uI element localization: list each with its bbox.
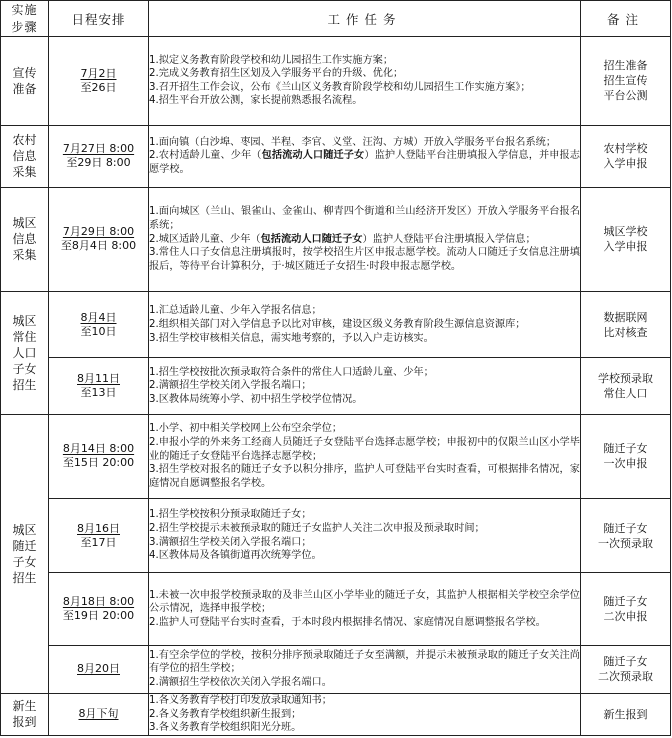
schedule-table-body (1, 1, 671, 736)
schedule-row (1, 499, 671, 573)
remark-line: 随迁子女 (603, 521, 648, 535)
task-item: 4.区教体局及各镇街道再次统筹学位。 (149, 550, 322, 562)
remark-line: 一次申报 (603, 457, 648, 471)
task-cell (149, 414, 581, 498)
schedule-line: 至26日 (80, 80, 117, 94)
step-label: 人口 (12, 345, 37, 360)
schedule-line: 8月14日 8:00 (62, 442, 135, 456)
remark-line: 随迁子女 (603, 442, 648, 456)
schedule-row (1, 693, 671, 735)
schedule-row (1, 292, 671, 358)
remark-cell (581, 358, 671, 414)
step-label: 信息 (12, 232, 37, 247)
remark-cell (581, 187, 671, 291)
schedule-cell (49, 292, 149, 358)
step-label: 招生 (12, 570, 37, 585)
task-item: 2.各义务教育学校组织新生报到； (149, 708, 302, 720)
remark-line: 学校预录取 (598, 372, 653, 386)
remark-line: 入学申报 (603, 240, 648, 254)
remark-cell (581, 645, 671, 693)
task-item: 3.各义务教育学校组织阳光分班。 (149, 722, 302, 734)
step-label: 宣传 (12, 65, 37, 80)
task-item: 1.各义务教育学校打印发放录取通知书； (149, 694, 332, 706)
task-item: 2.申报小学的外来务工经商人员随迁子女登陆平台选择志愿学校；申报初中的仅限兰山区小学毕业的随迁子女登陆平台选择志愿学校； (149, 436, 580, 462)
schedule-cell (49, 414, 149, 498)
schedule-row (1, 573, 671, 645)
task-emphasis: 包括流动人口随迁子女 (261, 150, 365, 162)
task-item: 3.区教体局统筹小学、初中招生学校学位情况。 (149, 393, 363, 405)
schedule-line: 8月18日 8:00 (62, 594, 135, 608)
task-cell (149, 693, 581, 735)
task-item: 1.汇总适龄儿童、少年入学报名信息； (149, 305, 322, 317)
header-row (1, 1, 671, 37)
step-label: 农村 (12, 133, 37, 148)
schedule-line: 8月4日 (80, 310, 117, 324)
schedule-line: 8月下旬 (78, 707, 119, 721)
schedule-row (1, 125, 671, 187)
schedule-line: 8月20日 (77, 662, 120, 676)
task-item: 1.招生学校按积分预录取随迁子女； (149, 509, 312, 521)
remark-line: 比对核查 (603, 325, 648, 339)
remark-line: 招生宣传 (603, 74, 648, 88)
step-label: 随迁 (12, 538, 37, 553)
schedule-cell (49, 499, 149, 573)
task-item: 1.拟定义务教育阶段学校和幼儿园招生工作实施方案； (149, 54, 394, 66)
schedule-row (1, 645, 671, 693)
header-schedule: 日程安排 (49, 1, 149, 37)
schedule-line: 至15日 20:00 (62, 456, 135, 470)
task-item: 3.满额招生学校关闭入学报名端口； (149, 536, 312, 548)
schedule-row (1, 358, 671, 414)
schedule-line: 8月11日 (77, 372, 120, 386)
task-emphasis: 包括流动人口随迁子女 (260, 233, 363, 245)
remark-cell (581, 125, 671, 187)
task-cell (149, 358, 581, 414)
header-step-line1: 实施 (11, 2, 38, 17)
schedule-cell (49, 37, 149, 125)
remark-line: 二次预录取 (598, 670, 653, 684)
header-step-line2: 步骤 (11, 19, 38, 34)
remark-line: 随迁子女 (603, 655, 648, 669)
step-cell (1, 187, 49, 291)
step-label: 新生 (12, 699, 37, 714)
schedule-line: 至10日 (80, 324, 117, 338)
task-item: 2.招生学校提示未被预录取的随迁子女监护人关注二次申报及预录取时间； (149, 523, 485, 535)
task-cell (149, 37, 581, 125)
task-cell (149, 292, 581, 358)
remark-line: 二次申报 (603, 609, 648, 623)
step-label: 城区 (12, 313, 37, 328)
schedule-line: 至8月4日 8:00 (60, 239, 137, 253)
task-cell (149, 645, 581, 693)
task-item: 3.招生学校审核相关信息，需实地考察的，予以入户走访核实。 (149, 332, 434, 344)
step-cell (1, 37, 49, 125)
schedule-cell (49, 573, 149, 645)
schedule-line: 至13日 (80, 386, 117, 400)
step-label: 采集 (12, 248, 37, 263)
task-item: 1.有空余学位的学校，按积分排序预录取随迁子女至满额，并提示未被预录取的随迁子女关注尚有学位的招生学校； (149, 649, 580, 675)
remark-cell (581, 693, 671, 735)
remark-cell (581, 292, 671, 358)
schedule-cell (49, 125, 149, 187)
remark-line: 城区学校 (603, 225, 648, 239)
schedule-row (1, 187, 671, 291)
task-item: 1.未被一次申报学校预录取的及非兰山区小学毕业的随迁子女，其监护人根据相关学校空余学位公示情况，选择申报学校； (149, 589, 580, 615)
schedule-line: 7月27日 8:00 (62, 142, 135, 156)
schedule-row (1, 37, 671, 125)
schedule-row (1, 414, 671, 498)
step-cell (1, 414, 49, 693)
header-remark: 备注 (581, 1, 671, 37)
schedule-line: 至17日 (80, 535, 117, 549)
step-label: 采集 (12, 165, 37, 180)
schedule-line: 至29日 8:00 (66, 156, 131, 170)
schedule-line: 8月16日 (77, 521, 120, 535)
task-item: 3.召开招生工作会议，公布《兰山区义务教育阶段学校和幼儿园招生工作实施方案》； (149, 81, 531, 93)
remark-cell (581, 414, 671, 498)
step-label: 常住 (12, 329, 37, 344)
task-item: 2.农村适龄儿童、少年（包括流动人口随迁子女）监护人登陆平台注册填报入学信息，并申报志愿学校。 (149, 150, 580, 175)
remark-line: 常住人口 (603, 387, 648, 401)
task-item: 2.完成义务教育招生区划及入学服务平台的升级、优化； (149, 68, 404, 80)
remark-cell (581, 499, 671, 573)
step-label: 招生 (12, 377, 37, 392)
task-cell (149, 125, 581, 187)
remark-line: 平台公测 (603, 89, 648, 103)
schedule-cell (49, 693, 149, 735)
remark-cell (581, 573, 671, 645)
step-cell (1, 125, 49, 187)
task-item: 2.城区适龄儿童、少年（包括流动人口随迁子女）监护人登陆平台注册填报入学信息； (149, 233, 536, 245)
step-label: 城区 (12, 216, 37, 231)
task-item: 2.监护人可登陆平台实时查看，于本时段内根据排名情况、家庭情况自愿调整报名学校。 (149, 616, 546, 628)
header-step (1, 1, 49, 37)
task-item: 1.面向城区（兰山、银雀山、金雀山、柳青四个街道和兰山经济开发区）开放入学服务平台报名系统； (149, 206, 580, 232)
remark-line: 随迁子女 (603, 594, 648, 608)
task-cell (149, 187, 581, 291)
step-label: 信息 (12, 149, 37, 164)
schedule-cell (49, 187, 149, 291)
header-task: 工作任务 (149, 1, 581, 37)
remark-line: 农村学校 (603, 142, 648, 156)
schedule-line: 7月29日 8:00 (62, 225, 135, 239)
task-item: 2.满额招生学校依次关闭入学报名端口。 (149, 676, 332, 688)
task-item: 1.面向镇（白沙埠、枣园、半程、李官、义堂、汪沟、方城）开放入学服务平台报名系统； (149, 136, 557, 148)
remark-line: 新生报到 (603, 707, 648, 721)
schedule-cell (49, 645, 149, 693)
task-item: 1.招生学校按批次预录取符合条件的常住人口适龄儿童、少年； (149, 366, 434, 378)
task-item: 3.常住人口子女信息注册填报时，按学校招生片区申报志愿学校。流动人口随迁子女信息注册填报后，等待平台计算积分，于·城区随迁子女招生·时段申报志愿学校。 (149, 247, 580, 272)
task-item: 3.招生学校对报名的随迁子女予以积分排序，监护人可登陆平台实时查看，可根据排名情况，家庭情况自愿调整报名学校。 (149, 464, 580, 489)
step-label: 准备 (12, 81, 37, 96)
remark-cell (581, 37, 671, 125)
step-label: 子女 (12, 361, 37, 376)
step-cell (1, 693, 49, 735)
schedule-cell (49, 358, 149, 414)
task-item: 2.满额招生学校关闭入学报名端口； (149, 380, 312, 392)
remark-line: 数据联网 (603, 310, 648, 324)
task-cell (149, 499, 581, 573)
step-label: 子女 (12, 554, 37, 569)
task-item: 1.小学、初中相关学校网上公布空余学位； (149, 423, 343, 435)
remark-line: 入学申报 (603, 157, 648, 171)
step-label: 城区 (12, 522, 37, 537)
step-label: 报到 (12, 715, 37, 730)
remark-line: 招生准备 (603, 59, 648, 73)
task-item: 2.组织相关部门对入学信息予以比对审核，建设区级义务教育阶段生源信息资源库； (149, 319, 526, 330)
task-item: 4.招生平台开放公测，家长提前熟悉报名流程。 (149, 95, 363, 107)
remark-line: 一次预录取 (598, 536, 653, 550)
step-cell (1, 292, 49, 414)
schedule-line: 7月2日 (80, 66, 117, 80)
task-cell (149, 573, 581, 645)
schedule-line: 至19日 20:00 (62, 608, 135, 622)
